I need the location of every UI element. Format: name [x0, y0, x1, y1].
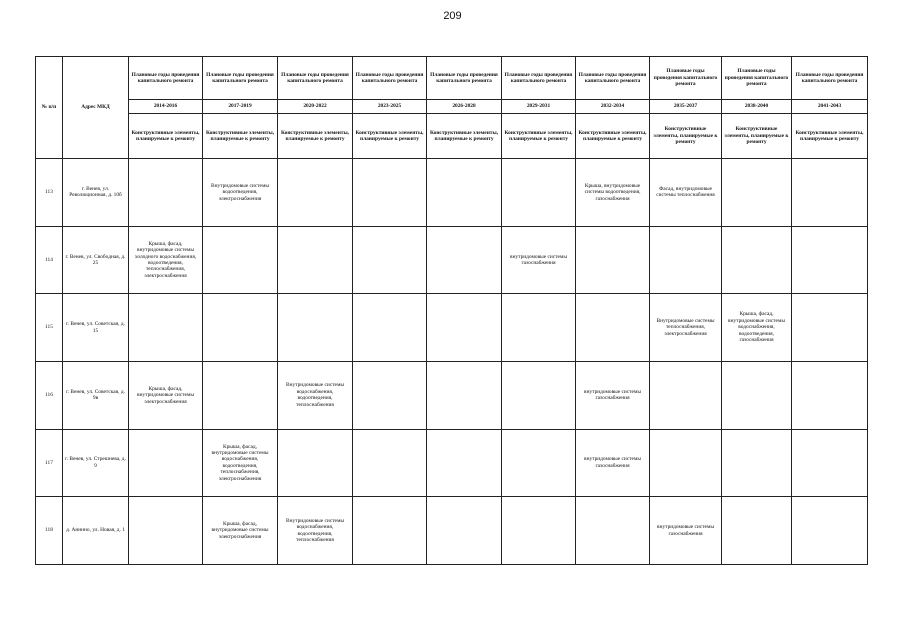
- header-address: Адрес МКД: [63, 57, 129, 159]
- work-cell: [427, 429, 502, 497]
- work-cell: [502, 159, 576, 227]
- table-row: [36, 226, 868, 294]
- work-cell: [502, 294, 576, 362]
- work-cell: [353, 159, 427, 227]
- table-row: [36, 429, 868, 497]
- work-cell: Крыша, фасад, внутридомовые системы электроснабжения: [203, 497, 278, 565]
- header-period: 2032-2034: [576, 100, 650, 114]
- work-cell: [427, 294, 502, 362]
- header-elements-label: Конструктивные элементы, планируемые к ремонту: [353, 114, 427, 159]
- header-period: 2038-2040: [722, 100, 792, 114]
- row-number: 113: [36, 159, 63, 227]
- header-elements-label: Конструктивные элементы, планируемые к ремонту: [129, 114, 203, 159]
- work-cell: [502, 429, 576, 497]
- row-address: г. Венев, ул. Революционная, д. 10б: [63, 159, 129, 227]
- header-elements-label: Конструктивные элементы, планируемые к ремонту: [650, 114, 722, 159]
- work-cell: [278, 226, 353, 294]
- header-plan-label: Плановые годы проведения капитального ремонта: [650, 57, 722, 100]
- work-cell: Внутридомовые системы водоснабжения, водоотведения, теплоснабжения: [278, 361, 353, 429]
- header-plan-label: Плановые годы проведения капитального ремонта: [792, 57, 868, 100]
- row-number: 117: [36, 429, 63, 497]
- header-elements-label: Конструктивные элементы, планируемые к ремонту: [203, 114, 278, 159]
- work-cell: [650, 226, 722, 294]
- work-cell: [722, 226, 792, 294]
- work-cell: внутридомовые системы газоснабжения: [576, 429, 650, 497]
- header-period: 2020-2022: [278, 100, 353, 114]
- work-cell: [353, 226, 427, 294]
- header-num: № п/п: [36, 57, 63, 159]
- work-cell: [792, 429, 868, 497]
- header-plan-label: Плановые годы проведения капитального ремонта: [722, 57, 792, 100]
- row-address: г. Венев, ул. Стрешнева, д. 9: [63, 429, 129, 497]
- work-cell: [650, 361, 722, 429]
- header-period: 2014-2016: [129, 100, 203, 114]
- work-cell: [278, 159, 353, 227]
- work-cell: внутридомовые системы газоснабжения: [650, 497, 722, 565]
- work-cell: [278, 429, 353, 497]
- work-cell: [722, 429, 792, 497]
- row-number: 115: [36, 294, 63, 362]
- work-cell: [427, 497, 502, 565]
- header-plan-label: Плановые годы проведения капитального ремонта: [129, 57, 203, 100]
- table-row: [36, 159, 868, 227]
- work-cell: [576, 226, 650, 294]
- work-cell: [576, 294, 650, 362]
- header-elements-label: Конструктивные элементы, планируемые к ремонту: [576, 114, 650, 159]
- work-cell: [722, 159, 792, 227]
- work-cell: [427, 226, 502, 294]
- work-cell: Фасад, внутридомовые системы теплоснабжения: [650, 159, 722, 227]
- header-plan-label: Плановые годы проведения капитального ремонта: [353, 57, 427, 100]
- work-cell: [650, 429, 722, 497]
- header-plan-label: Плановые годы проведения капитального ремонта: [502, 57, 576, 100]
- row-number: 118: [36, 497, 63, 565]
- work-cell: Внутридомовые системы водоснабжения, водоотведения, теплоснабжения: [278, 497, 353, 565]
- work-cell: [129, 429, 203, 497]
- work-cell: [129, 497, 203, 565]
- work-cell: [203, 294, 278, 362]
- work-cell: [353, 429, 427, 497]
- repair-schedule-table: [35, 56, 868, 565]
- header-period: 2017-2019: [203, 100, 278, 114]
- work-cell: [203, 361, 278, 429]
- header-elements-label: Конструктивные элементы, планируемые к ремонту: [792, 114, 868, 159]
- row-number: 114: [36, 226, 63, 294]
- row-address: г. Венев, ул. Советская, д. 9в: [63, 361, 129, 429]
- work-cell: [502, 497, 576, 565]
- work-cell: Внутридомовые системы водоотведения, электроснабжения: [203, 159, 278, 227]
- work-cell: [353, 294, 427, 362]
- header-row-years: [36, 100, 868, 114]
- table-row: [36, 361, 868, 429]
- header-elements-label: Конструктивные элементы, планируемые к ремонту: [278, 114, 353, 159]
- work-cell: [792, 294, 868, 362]
- header-elements-label: Конструктивные элементы, планируемые к ремонту: [427, 114, 502, 159]
- row-number: 116: [36, 361, 63, 429]
- work-cell: Внутридомовые системы теплоснабжения, электроснабжения: [650, 294, 722, 362]
- table-row: [36, 497, 868, 565]
- header-period: 2023-2025: [353, 100, 427, 114]
- work-cell: [278, 294, 353, 362]
- work-cell: [722, 497, 792, 565]
- work-cell: внутридомовые системы газоснабжения: [576, 361, 650, 429]
- row-address: г. Венев, ул. Свободная, д. 25: [63, 226, 129, 294]
- row-address: д. Аннино, ул. Новая, д. 1: [63, 497, 129, 565]
- row-address: г. Венев, ул. Советская, д. 15: [63, 294, 129, 362]
- work-cell: [576, 497, 650, 565]
- header-period: 2029-2031: [502, 100, 576, 114]
- work-cell: Крыша, фасад, внутридомовые системы водоснабжения, водоотведения, газоснабжения: [722, 294, 792, 362]
- page-number: 209: [443, 10, 462, 22]
- table-row: [36, 294, 868, 362]
- work-cell: [353, 361, 427, 429]
- work-cell: [502, 361, 576, 429]
- work-cell: [427, 159, 502, 227]
- work-cell: [792, 226, 868, 294]
- header-elements-label: Конструктивные элементы, планируемые к ремонту: [722, 114, 792, 159]
- work-cell: [129, 294, 203, 362]
- header-elements-label: Конструктивные элементы, планируемые к ремонту: [502, 114, 576, 159]
- work-cell: внутридомовые системы газоснабжения: [502, 226, 576, 294]
- work-cell: [792, 361, 868, 429]
- header-plan-label: Плановые годы проведения капитального ремонта: [427, 57, 502, 100]
- header-period: 2041-2043: [792, 100, 868, 114]
- work-cell: Крыша, фасад, внутридомовые системы холодного водоснабжения, водоотведения, теплоснабжения, электроснабжения: [129, 226, 203, 294]
- work-cell: Крыша, фасад, внутридомовые системы водоснабжения, водоотведения, теплоснабжения, электроснабжения: [203, 429, 278, 497]
- work-cell: [129, 159, 203, 227]
- header-plan-label: Плановые годы проведения капитального ремонта: [203, 57, 278, 100]
- work-cell: [203, 226, 278, 294]
- work-cell: Крыша, фасад, внутридомовые системы электроснабжения: [129, 361, 203, 429]
- header-row-plan: [36, 57, 868, 100]
- header-plan-label: Плановые годы проведения капитального ремонта: [278, 57, 353, 100]
- header-period: 2026-2028: [427, 100, 502, 114]
- work-cell: Крыша, внутридомовые системы водоотведения, газоснабжения: [576, 159, 650, 227]
- work-cell: [792, 497, 868, 565]
- work-cell: [427, 361, 502, 429]
- header-period: 2035-2037: [650, 100, 722, 114]
- header-row-elements: [36, 114, 868, 159]
- work-cell: [353, 497, 427, 565]
- header-plan-label: Плановые годы проведения капитального ремонта: [576, 57, 650, 100]
- work-cell: [722, 361, 792, 429]
- work-cell: [792, 159, 868, 227]
